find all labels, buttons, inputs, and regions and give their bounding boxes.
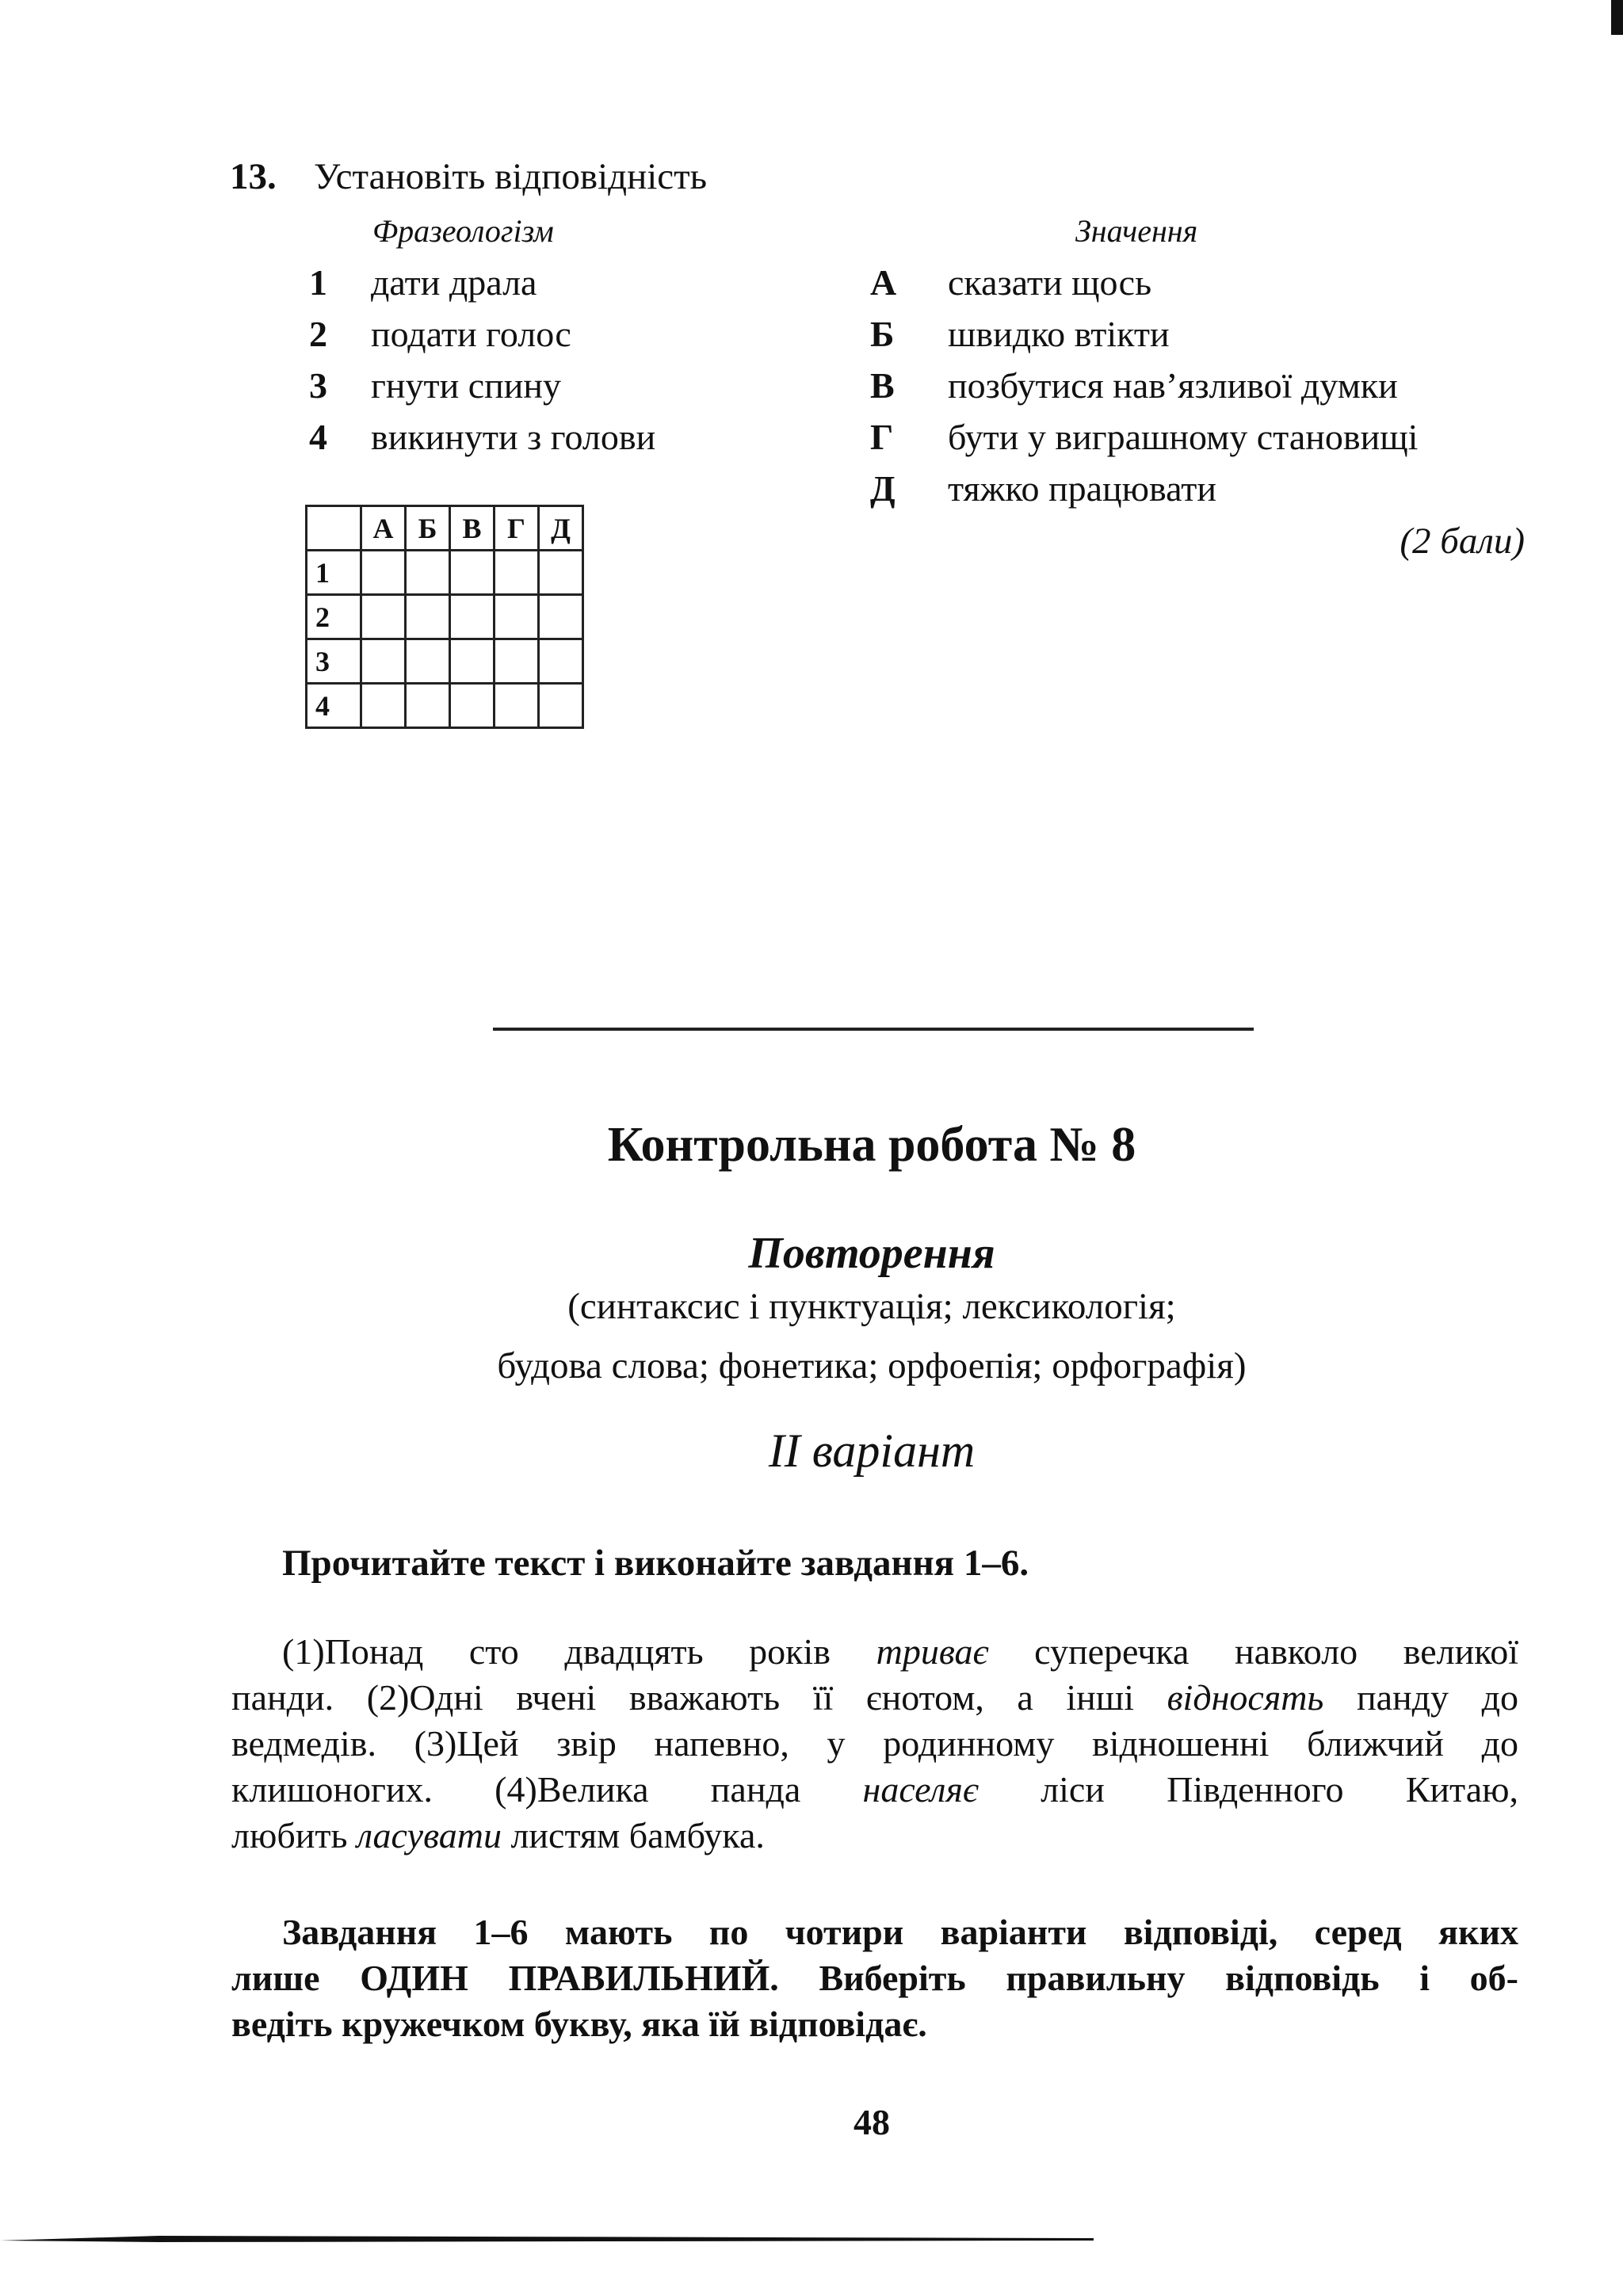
test-title: Контрольна робота № 8	[607, 1118, 1136, 1172]
meaning-letter: Б	[870, 314, 895, 354]
grid-answer-cell[interactable]	[450, 551, 495, 595]
grid-answer-cell[interactable]	[406, 551, 450, 595]
reading-text	[231, 1629, 1518, 1859]
grid-row	[307, 639, 583, 684]
task-13-heading	[230, 155, 707, 198]
meaning-text: бути у виграшному становищі	[948, 417, 1419, 457]
phrase-text: подати голос	[371, 314, 571, 354]
task-prompt: Установіть відповідність	[314, 156, 708, 197]
test-topics-line-2: будова слова; фонетика; орфоепія; орфографія)	[497, 1345, 1247, 1386]
points-label: (2 бали)	[1400, 521, 1525, 562]
note-line: Завдання 1–6 мають по чотири варіанти відповіді, серед яких	[282, 1912, 1518, 1952]
test-subtitle: Повторення	[748, 1229, 995, 1278]
grid-column-header: Б	[406, 506, 450, 551]
meaning-letter: А	[870, 262, 897, 303]
phrase-number: 1	[309, 262, 327, 303]
phrase-number: 2	[309, 314, 327, 354]
test-topics-line-1: (синтаксис і пунктуація; лексикологія;	[567, 1286, 1176, 1327]
phrase-text: гнути спину	[371, 365, 561, 406]
phrase-number: 3	[309, 365, 327, 406]
grid-answer-cell[interactable]	[361, 684, 406, 728]
column-heading-phrase: Фразеологізм	[372, 213, 554, 249]
grid-answer-cell[interactable]	[495, 639, 539, 684]
test-variant: II варіант	[768, 1425, 976, 1477]
grid-answer-cell[interactable]	[361, 551, 406, 595]
highlighted-word: ласувати	[356, 1815, 502, 1855]
meaning-letter: Д	[870, 468, 896, 509]
grid-answer-cell[interactable]	[361, 595, 406, 639]
grid-answer-cell[interactable]	[406, 639, 450, 684]
text-line: клишоногих. (4)Велика панда населяє ліси Південного Китаю,	[231, 1769, 1518, 1810]
grid-answer-cell[interactable]	[450, 595, 495, 639]
grid-row-label: 4	[307, 684, 361, 728]
grid-answer-cell[interactable]	[539, 595, 583, 639]
grid-answer-cell[interactable]	[450, 639, 495, 684]
meaning-letter: В	[870, 365, 895, 406]
grid-column-header: В	[450, 506, 495, 551]
meaning-text: тяжко працювати	[948, 468, 1217, 509]
grid-column-header: Д	[539, 506, 583, 551]
phrase-text: викинути з голови	[371, 417, 656, 457]
grid-column-header: Г	[495, 506, 539, 551]
grid-answer-cell[interactable]	[539, 684, 583, 728]
grid-row-label: 1	[307, 551, 361, 595]
answer-grid	[305, 505, 584, 729]
meaning-letter: Г	[870, 417, 894, 457]
grid-row-label: 3	[307, 639, 361, 684]
phrase-text: дати драла	[371, 262, 537, 303]
column-heading-meaning: Значення	[1075, 213, 1198, 249]
grid-answer-cell[interactable]	[495, 595, 539, 639]
text-line: (1)Понад сто двадцять років триває суперечка навколо великої	[282, 1631, 1518, 1672]
grid-column-header: А	[361, 506, 406, 551]
grid-row	[307, 551, 583, 595]
phrase-number: 4	[309, 417, 327, 457]
grid-answer-cell[interactable]	[539, 639, 583, 684]
grid-answer-cell[interactable]	[450, 684, 495, 728]
task-number: 13.	[230, 156, 277, 197]
meaning-text: сказати щось	[948, 262, 1152, 303]
grid-answer-cell[interactable]	[495, 684, 539, 728]
text-line: панди. (2)Одні вчені вважають її єнотом, а інші відносять панду до	[231, 1677, 1518, 1718]
highlighted-word: населяє	[862, 1769, 979, 1810]
text-line: любить ласувати листям бамбука.	[231, 1815, 765, 1855]
grid-corner-cell	[307, 506, 361, 551]
task-note	[231, 1909, 1518, 2047]
note-line: ведіть кружечком букву, яка їй відповідає.	[231, 2004, 927, 2044]
grid-row-label: 2	[307, 595, 361, 639]
highlighted-word: відносять	[1167, 1677, 1324, 1718]
meaning-text: швидко втікти	[948, 314, 1170, 354]
grid-answer-cell[interactable]	[495, 551, 539, 595]
grid-answer-cell[interactable]	[406, 684, 450, 728]
highlighted-word: триває	[876, 1631, 989, 1672]
section-divider	[493, 1028, 1254, 1031]
scan-edge-mark	[1611, 0, 1623, 35]
grid-header-row	[307, 506, 583, 551]
meaning-text: позбутися нав’язливої думки	[948, 365, 1398, 406]
bottom-rule	[0, 2233, 1094, 2244]
grid-answer-cell[interactable]	[406, 595, 450, 639]
text-line: ведмедів. (3)Цей звір напевно, у родинному відношенні ближчий до	[231, 1723, 1518, 1764]
reading-instruction: Прочитайте текст і виконайте завдання 1–6.	[282, 1543, 1029, 1584]
note-line: лише ОДИН ПРАВИЛЬНИЙ. Виберіть правильну відповідь і об-	[231, 1958, 1518, 1998]
page-number: 48	[854, 2102, 890, 2142]
grid-answer-cell[interactable]	[539, 551, 583, 595]
grid-answer-cell[interactable]	[361, 639, 406, 684]
grid-row	[307, 595, 583, 639]
grid-row	[307, 684, 583, 728]
